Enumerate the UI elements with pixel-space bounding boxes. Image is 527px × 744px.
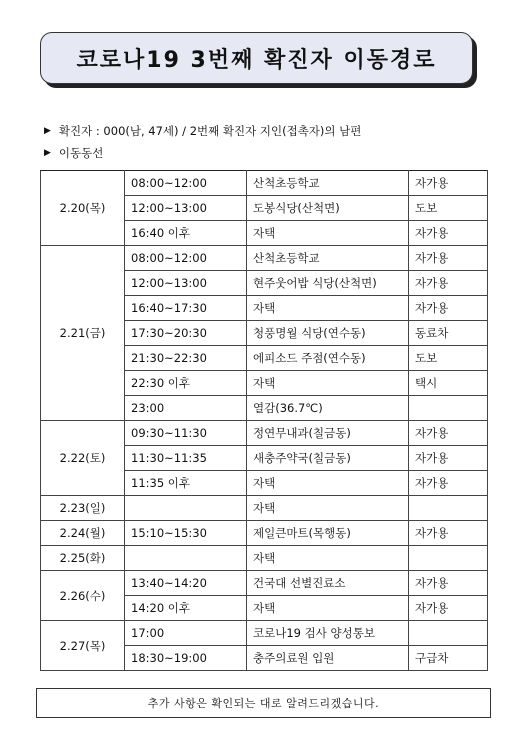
route-heading-text: 이동동선 [58,146,104,160]
time-cell: 16:40 이후 [125,221,247,246]
table-row [41,171,488,196]
time-cell: 17:30~20:30 [125,321,247,346]
place-cell: 건국대 선별진료소 [247,571,409,596]
table-row [41,621,488,646]
footer-notice [36,688,491,718]
time-cell: 12:00~13:00 [125,196,247,221]
transport-cell: 자가용 [409,296,488,321]
transport-cell [409,396,488,421]
place-cell: 자택 [247,371,409,396]
time-cell: 12:00~13:00 [125,271,247,296]
place-cell: 정연무내과(칠금동) [247,421,409,446]
transport-cell: 도보 [409,196,488,221]
time-cell [125,496,247,521]
title-box [40,32,473,84]
transport-cell: 자가용 [409,521,488,546]
transport-cell: 자가용 [409,246,488,271]
transport-cell: 자가용 [409,596,488,621]
table-row [41,546,488,571]
transport-cell: 택시 [409,371,488,396]
date-cell: 2.23(일) [41,496,125,521]
time-cell: 13:40~14:20 [125,571,247,596]
bullet-arrow-icon: ▶ [44,126,51,136]
place-cell: 에피소드 주점(연수동) [247,346,409,371]
transport-cell: 자가용 [409,421,488,446]
footer-text: 추가 사항은 확인되는 대로 알려드리겠습니다. [147,697,380,710]
date-cell: 2.21(금) [41,246,125,421]
time-cell: 09:30~11:30 [125,421,247,446]
place-cell: 자택 [247,221,409,246]
place-cell: 새충주약국(칠금동) [247,446,409,471]
transport-cell: 자가용 [409,221,488,246]
route-table [40,170,488,671]
transport-cell: 자가용 [409,571,488,596]
time-cell: 16:40~17:30 [125,296,247,321]
place-cell: 제일큰마트(목행동) [247,521,409,546]
route-table-body [41,171,488,671]
patient-info-text: 확진자 : 000(남, 47세) / 2번째 확진자 지인(접촉자)의 남편 [58,124,362,138]
time-cell: 08:00~12:00 [125,246,247,271]
transport-cell: 자가용 [409,471,488,496]
place-cell: 충주의료원 입원 [247,646,409,671]
transport-cell [409,621,488,646]
time-cell [125,546,247,571]
place-cell: 자택 [247,546,409,571]
place-cell: 산척초등학교 [247,246,409,271]
transport-cell: 도보 [409,346,488,371]
place-cell: 자택 [247,471,409,496]
place-cell: 자택 [247,296,409,321]
date-cell: 2.22(토) [41,421,125,496]
place-cell: 현주웃어밥 식당(산척면) [247,271,409,296]
place-cell: 자택 [247,596,409,621]
page-title: 코로나19 3번째 확진자 이동경로 [76,47,437,73]
transport-cell: 동료차 [409,321,488,346]
table-row [41,246,488,271]
bullet-arrow-icon: ▶ [44,148,51,158]
date-cell: 2.27(목) [41,621,125,671]
table-row [41,521,488,546]
place-cell: 코로나19 검사 양성통보 [247,621,409,646]
transport-cell: 자가용 [409,171,488,196]
time-cell: 23:00 [125,396,247,421]
route-heading-line [44,145,103,161]
transport-cell: 구급차 [409,646,488,671]
table-row [41,421,488,446]
place-cell: 산척초등학교 [247,171,409,196]
patient-info-line [44,123,361,139]
date-cell: 2.20(목) [41,171,125,246]
place-cell: 자택 [247,496,409,521]
time-cell: 15:10~15:30 [125,521,247,546]
transport-cell: 자가용 [409,446,488,471]
date-cell: 2.25(화) [41,546,125,571]
time-cell: 22:30 이후 [125,371,247,396]
time-cell: 21:30~22:30 [125,346,247,371]
date-cell: 2.24(월) [41,521,125,546]
transport-cell: 자가용 [409,271,488,296]
transport-cell [409,496,488,521]
time-cell: 08:00~12:00 [125,171,247,196]
table-row [41,496,488,521]
time-cell: 17:00 [125,621,247,646]
place-cell: 열감(36.7℃) [247,396,409,421]
date-cell: 2.26(수) [41,571,125,621]
place-cell: 청풍명월 식당(연수동) [247,321,409,346]
time-cell: 11:35 이후 [125,471,247,496]
transport-cell [409,546,488,571]
table-row [41,571,488,596]
time-cell: 11:30~11:35 [125,446,247,471]
time-cell: 14:20 이후 [125,596,247,621]
place-cell: 도봉식당(산척면) [247,196,409,221]
time-cell: 18:30~19:00 [125,646,247,671]
